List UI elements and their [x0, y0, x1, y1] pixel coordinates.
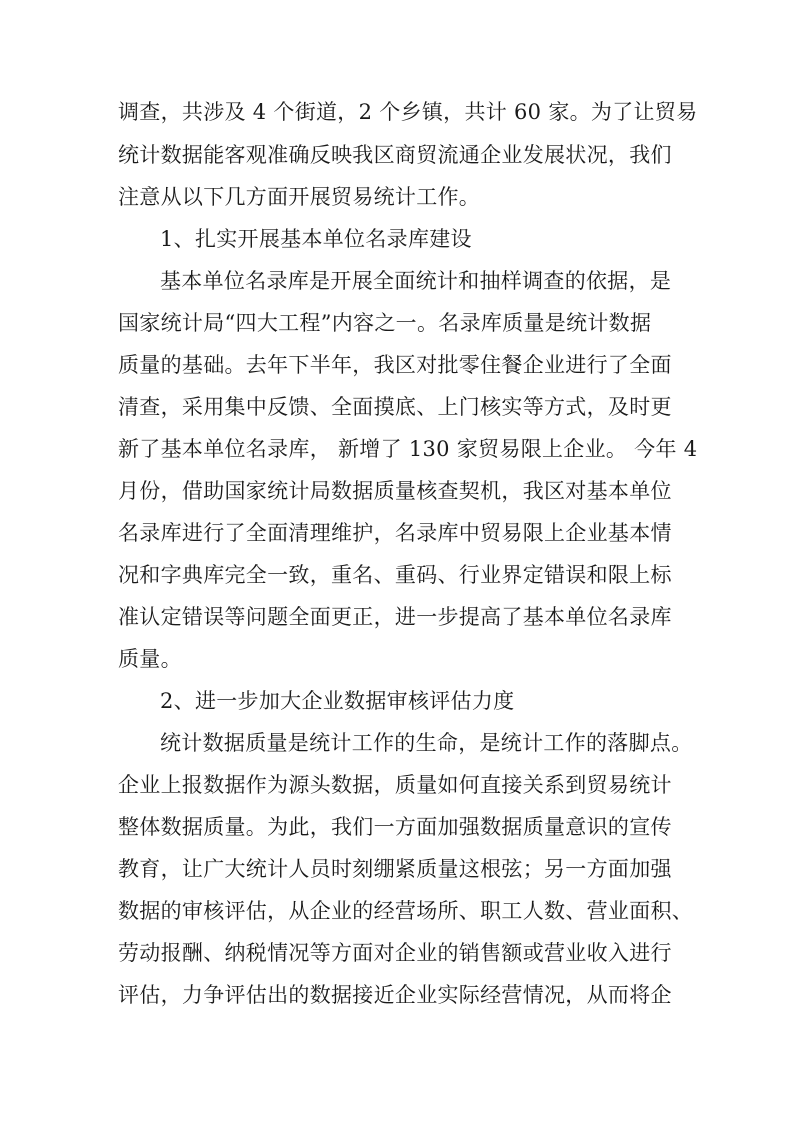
paragraph-line: 统计数据质量是统计工作的生命，是统计工作的落脚点。	[160, 731, 693, 755]
paragraph-line: 月份，借助国家统计局数据质量核查契机，我区对基本单位	[118, 479, 672, 503]
paragraph-line: 国家统计局“四大工程”内容之一。名录库质量是统计数据	[118, 311, 652, 335]
paragraph-line: 况和字典库完全一致，重名、重码、行业界定错误和限上标	[118, 563, 672, 587]
paragraph-line: 新了基本单位名录库， 新增了 130 家贸易限上企业。 今年 4	[118, 437, 698, 461]
section-heading-1: 1、扎实开展基本单位名录库建设	[160, 227, 472, 251]
paragraph-line: 名录库进行了全面清理维护，名录库中贸易限上企业基本情	[118, 521, 672, 545]
paragraph-line: 清查，采用集中反馈、全面摸底、上门核实等方式，及时更	[118, 395, 672, 419]
paragraph-line: 注意从以下几方面开展贸易统计工作。	[118, 185, 481, 209]
paragraph-line: 企业上报数据作为源头数据，质量如何直接关系到贸易统计	[118, 773, 672, 797]
paragraph-line: 基本单位名录库是开展全面统计和抽样调查的依据，是	[160, 269, 672, 293]
paragraph-line: 质量的基础。去年下半年，我区对批零住餐企业进行了全面	[118, 353, 672, 377]
paragraph-line: 劳动报酬、纳税情况等方面对企业的销售额或营业收入进行	[118, 941, 672, 965]
paragraph-line: 数据的审核评估，从企业的经营场所、职工人数、营业面积、	[118, 899, 694, 923]
paragraph-line: 统计数据能客观准确反映我区商贸流通企业发展状况，我们	[118, 143, 672, 167]
section-heading-2: 2、进一步加大企业数据审核评估力度	[160, 689, 515, 713]
paragraph-line: 准认定错误等问题全面更正，进一步提高了基本单位名录库	[118, 605, 672, 629]
paragraph-line: 调查，共涉及 4 个街道，2 个乡镇，共计 60 家。为了让贸易	[118, 100, 698, 124]
paragraph-line: 评估，力争评估出的数据接近企业实际经营情况，从而将企	[118, 983, 672, 1007]
paragraph-line: 教育，让广大统计人员时刻绷紧质量这根弦；另一方面加强	[118, 857, 672, 881]
paragraph-line: 整体数据质量。为此，我们一方面加强数据质量意识的宣传	[118, 815, 672, 839]
paragraph-line: 质量。	[118, 647, 182, 671]
